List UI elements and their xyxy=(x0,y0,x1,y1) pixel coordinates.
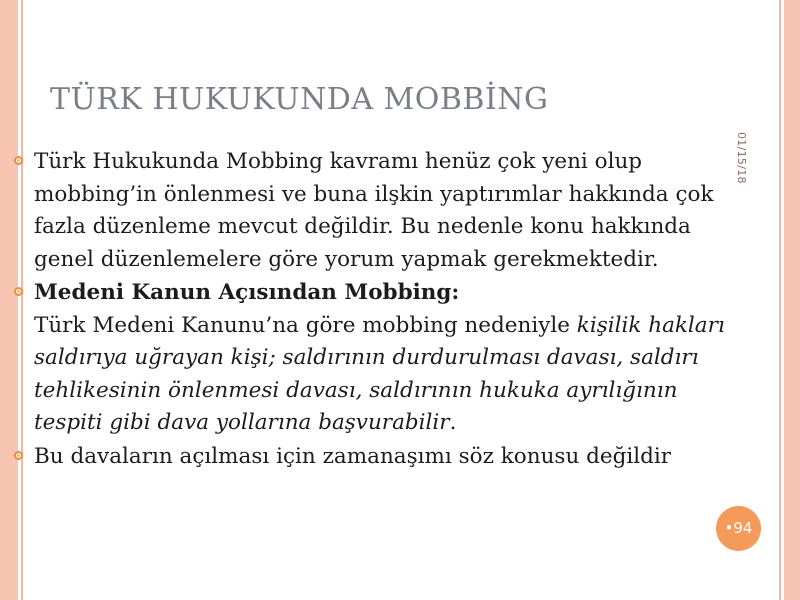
bullet-text-3: Bu davaların açılması için zamanaşımı söz konusu değildir xyxy=(34,443,672,469)
page-number-badge: •94 xyxy=(716,506,761,551)
bullet-icon xyxy=(14,287,23,296)
bullet-item-3 xyxy=(14,441,744,474)
bullet-heading-2: Medeni Kanun Açısından Mobbing: xyxy=(34,280,460,305)
bullet-item-2 xyxy=(14,277,744,440)
bullet-text-1: Türk Hukukunda Mobbing kavramı henüz çok yeni olup mobbing’in önlenmesi ve buna ilşkin yaptırımlar hakkında çok fazla düzenleme mevcut değildir. Bu nedenle konu hakkında genel düzenlemelere göre yorum yapmak gerekmektedir. xyxy=(34,149,714,272)
bullet-text-2-plain: Türk Medeni Kanunu’na göre mobbing nedeniyle xyxy=(34,312,577,338)
bullet-item-1 xyxy=(14,146,744,276)
bullet-text-2-italic: kişilik hakları saldırıya uğrayan kişi; saldırının durdurulması davası, saldırı tehlikesinin önlenmesi davası, saldırının hukuka ayrılığının tespiti gibi dava yollarına başvurabilir xyxy=(34,312,725,435)
bullet-icon xyxy=(14,451,23,460)
right-border-line xyxy=(779,0,781,600)
slide-content xyxy=(14,146,744,474)
bullet-icon xyxy=(14,156,23,165)
right-border-band xyxy=(784,0,800,600)
slide-date-text: 01/15/18 xyxy=(735,132,748,184)
bullet-text-2-end: . xyxy=(449,410,457,435)
slide-title: TÜRK HUKUKUNDA MOBBİNG xyxy=(50,82,549,117)
